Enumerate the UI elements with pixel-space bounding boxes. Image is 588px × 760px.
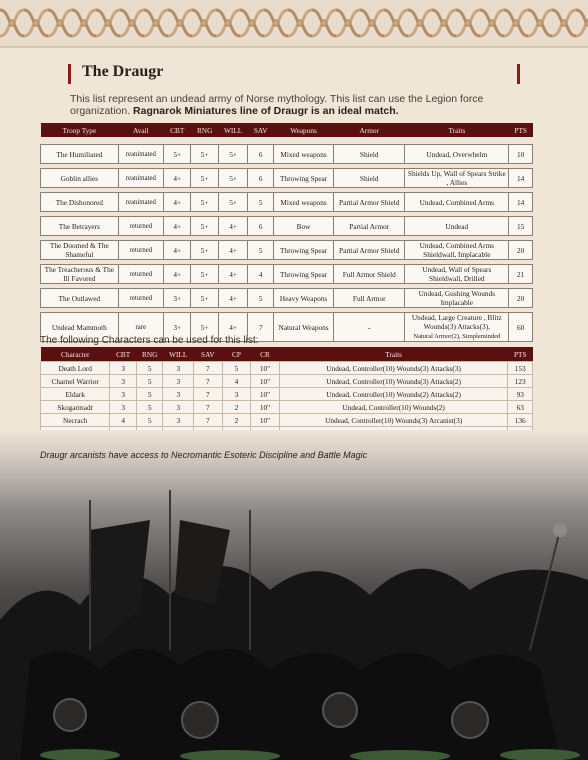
troop-cell — [509, 289, 533, 308]
troop-cell — [334, 313, 405, 342]
troops-header-row — [41, 123, 533, 137]
troop-cell — [405, 241, 509, 260]
col-weapons: Weapons — [273, 123, 333, 137]
col-sav: SAV — [248, 123, 274, 137]
troop-cell-text: The Dishonored — [55, 197, 103, 207]
header-right-bar — [517, 64, 520, 84]
troop-cell-text: 14 — [517, 197, 525, 207]
troop-cell — [164, 289, 191, 308]
character-cell: 7 — [194, 414, 223, 427]
character-cell: Undead, Controller(10) Wounds(2) Attacks(2) — [279, 388, 508, 401]
troop-cell — [164, 169, 191, 188]
troop-cell-text: 6 — [258, 221, 263, 231]
character-cell: 5 — [136, 414, 163, 427]
troop-cell — [218, 265, 248, 284]
col-troop-type: Troop Type — [41, 123, 119, 137]
troop-cell — [334, 265, 405, 284]
troop-row — [41, 265, 533, 284]
troop-cell-text: 4+ — [229, 245, 238, 255]
troop-cell — [118, 241, 163, 260]
col-will: WILL — [163, 347, 194, 362]
character-cell: Undead, Controller(10) Wounds(3) Attacks(2) — [279, 375, 508, 388]
troop-cell — [273, 265, 333, 284]
character-cell: 3 — [110, 401, 137, 414]
col-rng: RNG — [136, 347, 163, 362]
troop-cell-text: 4+ — [173, 197, 182, 207]
col-rng: RNG — [191, 123, 218, 137]
troop-cell-text: 5 — [258, 293, 263, 303]
troop-cell-text: Bow — [296, 221, 311, 231]
troop-cell-text: reanimated — [125, 198, 156, 206]
intro-paragraph — [70, 93, 520, 117]
troop-cell — [509, 169, 533, 188]
character-cell: 7 — [194, 401, 223, 414]
troop-cell-text: 20 — [517, 245, 525, 255]
troop-cell-text: Shield — [359, 173, 379, 183]
troop-cell-text: returned — [129, 222, 153, 230]
intro-text: This list represent an undead army of Norse mythology. This list can use the Legion force organization. — [70, 93, 484, 117]
character-cell: Charnel Warrior — [41, 375, 110, 388]
troop-cell-text: 4+ — [173, 245, 182, 255]
troop-cell — [334, 145, 405, 164]
character-cell: 3 — [222, 388, 251, 401]
troop-cell-text: reanimated — [125, 174, 156, 182]
troop-cell — [41, 241, 119, 260]
troop-cell — [248, 169, 274, 188]
troop-cell-text: 5+ — [173, 149, 182, 159]
character-cell: 10" — [251, 362, 280, 375]
troop-cell-text: 7 — [258, 322, 263, 332]
character-cell: Necrach — [41, 414, 110, 427]
character-row — [41, 362, 533, 375]
troop-cell-text: 6 — [258, 149, 263, 159]
troop-cell — [41, 289, 119, 308]
troop-cell-text: Partial Armor — [349, 221, 390, 231]
character-cell: 123 — [508, 375, 533, 388]
troop-cell — [164, 241, 191, 260]
troop-cell — [191, 265, 218, 284]
troop-cell-text: 5+ — [200, 269, 209, 279]
troop-cell — [273, 193, 333, 212]
characters-intro: The following Characters can be used for this list: — [40, 335, 259, 346]
troop-cell-text: 5 — [258, 245, 263, 255]
troop-cell — [218, 169, 248, 188]
troop-cell — [273, 169, 333, 188]
col-cbt: CBT — [110, 347, 137, 362]
character-cell: 63 — [508, 401, 533, 414]
character-row — [41, 388, 533, 401]
troop-cell-text: 5 — [258, 197, 263, 207]
troop-cell — [509, 193, 533, 212]
character-cell: 5 — [136, 375, 163, 388]
troop-cell — [334, 169, 405, 188]
troop-cell-text: The Betrayers — [58, 221, 100, 231]
troop-row — [41, 193, 533, 212]
troop-cell — [218, 289, 248, 308]
troop-cell — [218, 145, 248, 164]
troop-cell — [164, 145, 191, 164]
col-traits: Traits — [405, 123, 509, 137]
character-cell: 4 — [110, 414, 137, 427]
troop-cell — [118, 169, 163, 188]
troop-cell — [334, 193, 405, 212]
troop-cell — [405, 193, 509, 212]
troop-cell — [41, 169, 119, 188]
troop-cell-text: Undead, Overwhelm — [426, 149, 488, 159]
troop-cell — [405, 265, 509, 284]
troop-cell-text: returned — [129, 294, 153, 302]
character-cell: Eldark — [41, 388, 110, 401]
col-pts: PTS — [509, 123, 533, 137]
character-cell: 7 — [194, 388, 223, 401]
troop-cell-text: returned — [129, 270, 153, 278]
troop-cell — [191, 145, 218, 164]
troop-cell — [273, 289, 333, 308]
col-cp: CP — [222, 347, 251, 362]
troop-cell — [405, 289, 509, 308]
character-cell: Death Lord — [41, 362, 110, 375]
col-will: WILL — [218, 123, 248, 137]
troop-cell-text: The Doomed & The Shameful — [49, 241, 109, 259]
col-character: Character — [41, 347, 110, 362]
troop-cell-text: Mixed weapons — [280, 197, 327, 207]
character-cell: 3 — [163, 362, 194, 375]
character-cell: Skogarmadr — [41, 401, 110, 414]
troop-cell — [248, 145, 274, 164]
troop-cell-text: Undead, Combined Arms — [419, 197, 495, 207]
troop-cell-text: 5+ — [200, 221, 209, 231]
table-spacer — [41, 137, 533, 145]
troop-cell — [405, 145, 509, 164]
col-sav: SAV — [194, 347, 223, 362]
arcanist-note: Draugr arcanists have access to Necromantic Esoteric Discipline and Battle Magic — [40, 450, 368, 460]
troop-row — [41, 145, 533, 164]
troop-cell-text: 5+ — [229, 197, 238, 207]
character-cell: 3 — [163, 375, 194, 388]
troop-row — [41, 241, 533, 260]
troop-row — [41, 289, 533, 308]
troop-cell-text: 60 — [517, 322, 525, 332]
troop-cell-text: Undead — [445, 221, 469, 231]
character-cell: 2 — [222, 414, 251, 427]
troop-cell — [118, 145, 163, 164]
col-cr: CR — [251, 347, 280, 362]
troop-cell — [509, 217, 533, 236]
troop-cell-text: 4+ — [229, 293, 238, 303]
troop-cell-text: Undead, Combined Arms Shieldwall, Implacable — [419, 241, 495, 259]
troop-cell — [164, 193, 191, 212]
character-cell: Undead, Controller(10) Wounds(3) Attacks(3) — [279, 362, 508, 375]
troop-cell-text: 4+ — [173, 221, 182, 231]
troop-cell — [273, 313, 333, 342]
troop-cell-text: rare — [135, 323, 147, 331]
character-cell: 7 — [194, 362, 223, 375]
troop-cell-text: Undead Mammoth — [51, 322, 107, 332]
troop-cell-text: Mixed weapons — [280, 149, 327, 159]
troop-cell — [118, 217, 163, 236]
header-left-bar — [68, 64, 71, 84]
troop-cell — [334, 241, 405, 260]
troop-cell — [118, 289, 163, 308]
troop-cell — [191, 241, 218, 260]
troop-cell — [273, 241, 333, 260]
troop-cell — [248, 241, 274, 260]
character-cell: 10" — [251, 388, 280, 401]
troop-cell-text: 5+ — [200, 293, 209, 303]
troop-cell-text: 5+ — [200, 149, 209, 159]
character-cell: 5 — [136, 388, 163, 401]
troop-cell — [191, 193, 218, 212]
troop-cell-text: 4+ — [173, 173, 182, 183]
troop-cell — [405, 313, 509, 342]
troop-cell-text: The Treacherous & The Ill Favored — [44, 265, 115, 283]
troop-cell — [41, 217, 119, 236]
troop-cell-text: 3+ — [173, 322, 182, 332]
troop-cell — [218, 241, 248, 260]
troop-cell-text: Undead, Wall of Spears Shieldwall, Drilled — [422, 265, 492, 283]
troop-cell-text: Throwing Spear — [279, 173, 328, 183]
troop-cell-text: 3+ — [173, 293, 182, 303]
character-row — [41, 375, 533, 388]
troop-cell — [273, 217, 333, 236]
character-row — [41, 401, 533, 414]
character-cell: 10" — [251, 401, 280, 414]
troop-cell — [118, 265, 163, 284]
troop-cell-text: 20 — [517, 293, 525, 303]
troops-table — [40, 123, 533, 342]
troop-cell-text: 10 — [517, 149, 525, 159]
troop-cell-text: 4 — [258, 269, 263, 279]
troop-cell — [41, 193, 119, 212]
troop-cell-text: Shields Up, Wall of Spears Strike , Allies — [407, 169, 506, 187]
section-header — [68, 64, 520, 86]
troop-cell-extra: Natural Armor(2), Simpleminded — [413, 333, 501, 340]
troop-cell-text: 5+ — [200, 245, 209, 255]
troop-cell-text: Full Armor — [352, 293, 386, 303]
troop-cell-text: 6 — [258, 173, 263, 183]
troop-cell — [248, 193, 274, 212]
page-title: The Draugr — [82, 63, 164, 80]
character-cell: 10" — [251, 414, 280, 427]
col-armor: Armor — [334, 123, 405, 137]
troop-cell-text: 5+ — [200, 322, 209, 332]
troop-cell — [405, 217, 509, 236]
character-row — [41, 414, 533, 427]
troop-cell-text: 4+ — [173, 269, 182, 279]
character-cell: 93 — [508, 388, 533, 401]
troop-cell-text: 4+ — [229, 322, 238, 332]
characters-header-row — [41, 347, 533, 362]
character-cell: Undead, Controller(10) Wounds(3) Arcanist(3) — [279, 414, 508, 427]
troop-cell-text: The Outlawed — [58, 293, 101, 303]
miniatures-photo — [0, 430, 588, 760]
character-cell: 7 — [194, 375, 223, 388]
character-cell: 5 — [136, 401, 163, 414]
character-cell: Undead, Controller(10) Wounds(2) — [279, 401, 508, 414]
troop-cell-text: reanimated — [125, 150, 156, 158]
troop-cell — [218, 217, 248, 236]
col-avail: Avail — [118, 123, 163, 137]
troop-cell-text: Shield — [359, 149, 379, 159]
troop-row — [41, 217, 533, 236]
characters-table — [40, 347, 533, 440]
troop-cell-text: 4+ — [229, 221, 238, 231]
troop-cell-text: returned — [129, 246, 153, 254]
troop-cell-text: Throwing Spear — [279, 269, 328, 279]
troop-cell — [334, 289, 405, 308]
troop-cell-text: Partial Armor Shield — [339, 197, 400, 207]
troop-cell — [191, 217, 218, 236]
troop-cell — [41, 265, 119, 284]
troop-cell-text: Undead, Large Creature , Blitz Wounds(3) Attacks(3), — [411, 313, 502, 331]
troop-cell-text: 4+ — [229, 269, 238, 279]
troop-cell — [334, 217, 405, 236]
troop-cell-text: The Humiliated — [56, 149, 103, 159]
troop-cell — [509, 265, 533, 284]
character-cell: 10" — [251, 375, 280, 388]
troop-cell — [509, 145, 533, 164]
troop-cell-text: Goblin allies — [60, 173, 99, 183]
character-cell: 153 — [508, 362, 533, 375]
troop-cell — [405, 169, 509, 188]
troop-cell-text: 21 — [517, 269, 525, 279]
troop-cell-text: - — [368, 322, 371, 332]
troop-cell — [248, 265, 274, 284]
character-cell: 3 — [163, 414, 194, 427]
troop-cell — [118, 193, 163, 212]
troop-cell-text: 5+ — [200, 197, 209, 207]
troop-cell-text: Full Armor Shield — [342, 269, 396, 279]
troop-cell-text: 5+ — [229, 173, 238, 183]
character-cell: 5 — [222, 362, 251, 375]
troop-cell — [191, 169, 218, 188]
troop-cell — [273, 145, 333, 164]
troop-cell-text: Partial Armor Shield — [339, 245, 400, 255]
col-cbt: CBT — [164, 123, 191, 137]
spacer-cell — [41, 137, 533, 145]
col-pts: PTS — [508, 347, 533, 362]
troop-cell — [164, 217, 191, 236]
troop-row — [41, 169, 533, 188]
troop-cell-text: 14 — [517, 173, 525, 183]
troop-cell-text: Natural Weapons — [278, 322, 329, 332]
troop-cell — [509, 313, 533, 342]
troop-cell — [191, 289, 218, 308]
troop-cell — [248, 217, 274, 236]
character-cell: 3 — [110, 362, 137, 375]
troop-cell-text: Throwing Spear — [279, 245, 328, 255]
character-cell: 5 — [136, 362, 163, 375]
troop-cell — [41, 145, 119, 164]
character-cell: 4 — [222, 375, 251, 388]
troop-cell — [248, 289, 274, 308]
celtic-knot-border — [0, 0, 588, 48]
character-cell: 136 — [508, 414, 533, 427]
intro-emphasis: Ragnarok Miniatures line of Draugr is an ideal match. — [133, 105, 399, 117]
troop-cell-text: 15 — [517, 221, 525, 231]
character-cell: 3 — [163, 388, 194, 401]
character-cell: 3 — [110, 388, 137, 401]
col-traits: Traits — [279, 347, 508, 362]
troop-cell-text: 5+ — [200, 173, 209, 183]
character-cell: 2 — [222, 401, 251, 414]
character-cell: 3 — [163, 401, 194, 414]
troop-cell-text: Undead, Gushing Wounds Implacable — [418, 289, 496, 307]
troop-cell — [509, 241, 533, 260]
troop-cell-text: 5+ — [229, 149, 238, 159]
troop-cell — [218, 193, 248, 212]
troop-cell-text: Heavy Weapons — [279, 293, 328, 303]
character-cell: 3 — [110, 375, 137, 388]
troop-cell — [164, 265, 191, 284]
